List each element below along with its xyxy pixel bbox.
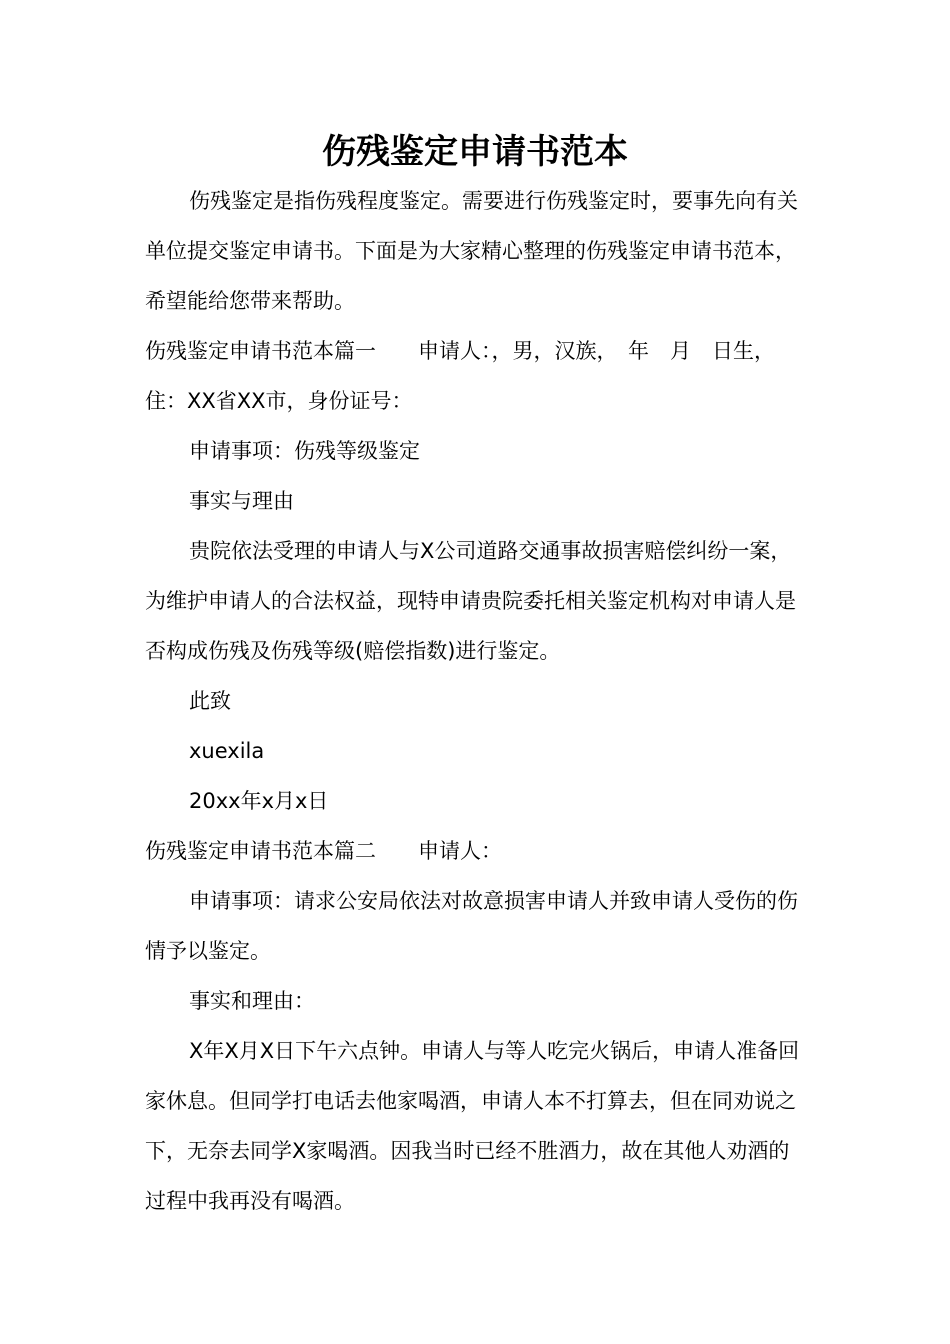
section1-closing: 此致 <box>189 689 231 713</box>
intro-paragraph: 伤残鉴定是指伤残程度鉴定。需要进行伤残鉴定时，要事先向有关单位提交鉴定申请书。下面是为大家精心整理的伤残鉴定申请书范本，希望能给您带来帮助。 <box>145 189 798 313</box>
section2-facts-heading: 事实和理由： <box>189 989 315 1013</box>
section1-facts-heading: 事实与理由 <box>189 489 294 513</box>
section2-heading-line: 伤残鉴定申请书范本篇二 申请人： <box>145 839 502 863</box>
section2-matter: 申请事项：请求公安局依法对故意损害申请人并致申请人受伤的伤情予以鉴定。 <box>145 889 798 963</box>
section1-recipient: xuexila <box>189 739 265 763</box>
section2-facts-body: X年X月X日下午六点钟。申请人与等人吃完火锅后，申请人准备回家休息。但同学打电话去他家喝酒，申请人本不打算去，但在同劝说之下，无奈去同学X家喝酒。因我当时已经不胜酒力，故在其他人劝酒的过程中我再没有喝酒。 <box>145 1039 800 1213</box>
section1-matter: 申请事项：伤残等级鉴定 <box>189 439 420 463</box>
section1-facts-body: 贵院依法受理的申请人与X公司道路交通事故损害赔偿纠纷一案，为维护申请人的合法权益，现特申请贵院委托相关鉴定机构对申请人是否构成伤残及伤残等级(赔偿指数)进行鉴定。 <box>145 539 796 663</box>
section1-address-line: 住：XX省XX市，身份证号： <box>145 389 413 413</box>
section1-heading-line: 伤残鉴定申请书范本篇一 申请人：，男，汉族， 年 月 日生， <box>145 339 775 363</box>
section1-date: 20xx年x月x日 <box>189 789 329 813</box>
document-title: 伤残鉴定申请书范本 <box>322 132 628 172</box>
